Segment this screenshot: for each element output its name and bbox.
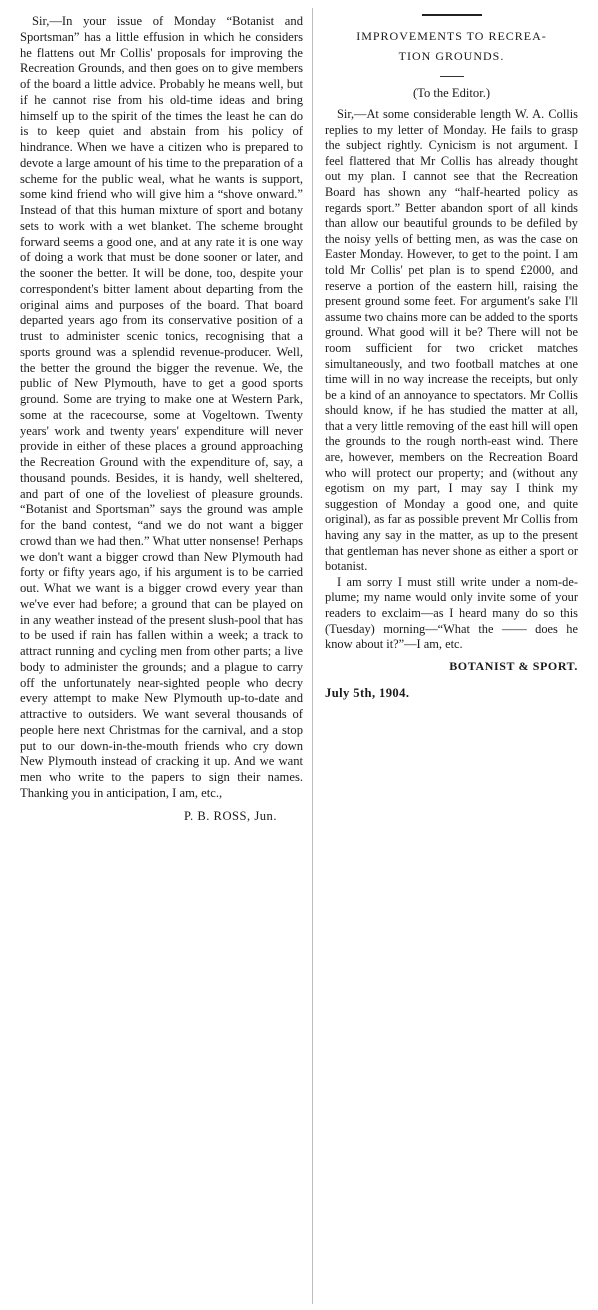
headline-line-1: IMPROVEMENTS TO RECREA- — [356, 29, 547, 43]
section-rule — [422, 14, 482, 16]
botanist-letter-body: Sir,—At some considerable length W. A. Collis replies to my letter of Monday. He fails to grasp the subject rightly. Cynicism is not argument. I feel flattered that Mr Collis has already thought out my plan. I cannot see that the Recreation Board has shown any “half-hearted policy as regards sport.” Better abandon sport of all kinds than allow our beautiful grounds to be defiled by the noisy yells of betting men, as was the case on Easter Monday. However, to get to the point. I am told Mr Collis' pet plan is to spend £2000, and reserve a portion of the eastern hill, raising the present ground some feet. For argument's sake I'll assume two chains more can be added to the sports ground. What good will it be? There will not be room sufficient for two cricket matches simultaneously, and two football matches at one time will in no way increase the receipts, but only be a kind of an annoyance to spectators. Mr Collis should know, if he has studied the matter at all, that a very little removing of the east hill will open the grounds to the rough north-east wind. There are, however, members on the Recreation Board who will protect our property; and (without any egotism on my part, I may say I think my suggestion of Monday a good one, and quite original), as far as possible prevent Mr Collis from having any say in the matter, as up to the present that gentleman has never shone as either a sport or botanist. — [325, 107, 578, 574]
column-divider — [312, 8, 313, 1304]
headline-line-2: TION GROUNDS. — [398, 49, 505, 63]
botanist-letter-closing: I am sorry I must still write under a nom-de-plume; my name would only invite some of your readers to exclaim—as I heard many do so this (Tuesday) morning—“What the —— does he know about it?”—I am, etc. — [325, 574, 578, 652]
right-column — [325, 14, 578, 701]
to-the-editor: (To the Editor.) — [412, 86, 491, 100]
headline-rule — [440, 76, 464, 77]
ross-letter-signature: P. B. ROSS, Jun. — [183, 808, 277, 823]
left-column — [20, 14, 303, 824]
botanist-letter-signature: BOTANIST & SPORT. — [449, 658, 578, 673]
letter-dateline: July 5th, 1904. — [325, 685, 410, 700]
ross-letter-body: Sir,—In your issue of Monday “Botanist and Sportsman” has a little effusion in which he considers he flattens out Mr Collis' proposals for improving the Recreation Grounds, and then goes on to give members of the board a little advice. Probably he means well, but if he cannot rise from his old-time ideas and bring himself up to the spirit of the times the least he can do is to keep quiet and abstain from his policy of hindrance. When we have a citizen who is prepared to devote a large amount of his time to the preparation of a scheme for the public weal, what he wants is support, some kind friend who will give him a “shove onward.” Instead of that this human mixture of sport and botany sets to work with a wet blanket. The scheme brought forward seems a good one, and at any rate it is one way of doing a work that must be done sooner or later, and the sooner the better. It will be done, too, despite your correspondent's bitter lament about departing from the original aims and purposes of the board. That board departed years ago from its conservative position of a trust to administer scenic tonics, recognising that a sports ground was a splendid revenue-producer. Well, the better the ground the bigger the revenue. We, the public of New Plymouth, have to get a good sports ground. Some are trying to make one at Western Park, some at the racecourse, some at Vogeltown. Twenty years' work and twenty years' expenditure will never provide in either of these places a ground approaching the Recreation Ground with the expenditure of, say, a thousand pounds. Besides, it is handy, well sheltered, and part of one of the loveliest of pleasure grounds. “Botanist and Sportsman” says the ground was ample for the band contest, “and we do not want a bigger crowd than we had then.” What utter nonsense! Perhaps we don't want a bigger crowd than New Plymouth had forty or fifty years ago, if his argument is to be carried out. What we want is a bigger crowd every year than we've ever had before; a ground that can be played on in any weather instead of the present slush-pool that has to be used if rain has fallen within a week; a track to attract running and cycling men from other parts; a live body to administer the grounds; and a plague to carry off the unfortunately near-sighted people who decry every attempt to make New Plymouth up-to-date and attractive to outsiders. We want several thousands of people here next Christmas for the carnival, and a stop put to our down-in-the-mouth friends who cry down New Plymouth instead of cracking it up. And we want men who write to the papers to sign their names. Thanking you in anticipation, I am, etc., — [20, 14, 303, 800]
